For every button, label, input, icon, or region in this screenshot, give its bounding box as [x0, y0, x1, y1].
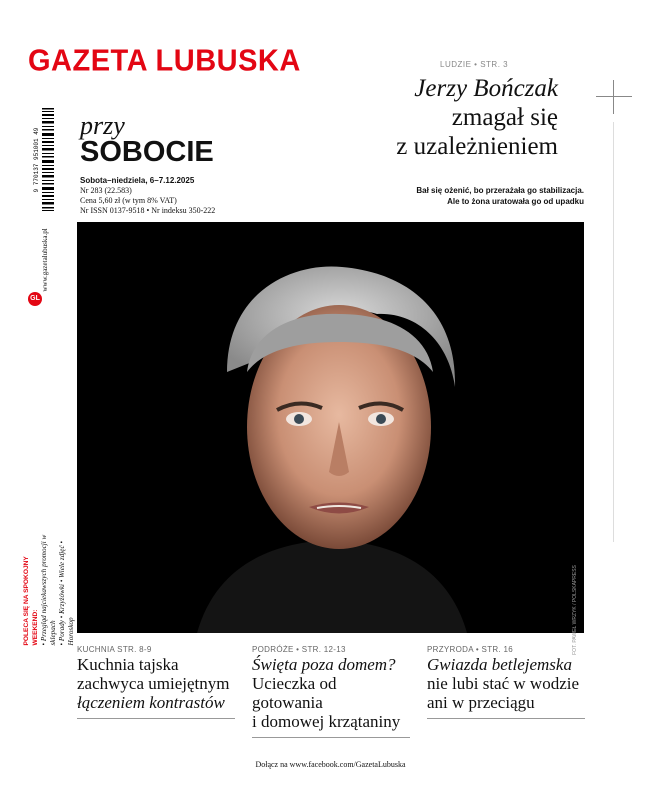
teaser-title [427, 655, 585, 712]
teaser-line: Kuchnia tajska [77, 655, 179, 674]
teaser-line: Gwiazda betlejemska [427, 655, 572, 674]
top-story-line: z uzależnieniem [396, 133, 558, 160]
teaser-line: i domowej krzątaniny [252, 712, 401, 731]
barcode-icon [32, 108, 54, 213]
photo-credit-text: FOT. PAWEŁ WRZYK / POLSKAPRESS [572, 565, 578, 655]
issue-date: Sobota–niedziela, 6–7.12.2025 [80, 176, 195, 185]
photo-credit [570, 565, 580, 655]
teaser-title [77, 655, 235, 712]
teaser-line: ani w przeciągu [427, 693, 535, 712]
side-promo-line: • Przegląd najciekawszych promocji w sklepach [40, 534, 57, 645]
teaser-line: łączeniem kontrastów [77, 693, 225, 712]
teaser-rule [252, 737, 410, 738]
issue-number: Nr 283 (22.583) [80, 186, 132, 195]
teaser-line: nie lubi stać w wodzie [427, 674, 580, 693]
top-story-name: Jerzy Bończak [414, 75, 558, 102]
teaser-section: KUCHNIA STR. 8-9 [77, 645, 152, 654]
cover-photo [77, 222, 584, 633]
issue-issn: Nr ISSN 0137-9518 • Nr indeksu 350-222 [80, 206, 216, 215]
divider [613, 122, 614, 542]
teaser-section: PODRÓŻE • STR. 12-13 [252, 645, 346, 654]
top-story-headline[interactable] [360, 74, 558, 161]
teaser-section: PRZYRODA • STR. 16 [427, 645, 513, 654]
teaser-przyroda[interactable] [427, 645, 585, 719]
gl-logo-icon: GL [28, 292, 42, 306]
top-story-lead [380, 185, 584, 207]
teaser-rule [427, 718, 585, 719]
teaser-kuchnia[interactable] [77, 645, 235, 719]
crop-mark [613, 80, 614, 114]
top-story-section: LUDZIE • STR. 3 [440, 60, 509, 69]
teaser-line: Ucieczka od gotowania [252, 674, 337, 712]
side-promo [23, 520, 75, 645]
supplement-sobocie: SOBOCIE [80, 136, 214, 168]
side-promo-heading: POLECA SIĘ NA SPOKOJNY WEEKEND: [23, 555, 39, 645]
issue-price: Cena 5,60 zł (w tym 8% VAT) [80, 196, 177, 205]
teaser-rule [77, 718, 235, 719]
masthead-logo: GAZETA LUBUSKA [28, 44, 301, 78]
issue-info [80, 176, 215, 216]
teaser-line: zachwyca umiejętnym [77, 674, 230, 693]
crop-mark [596, 96, 632, 97]
teaser-line: Święta poza domem? [252, 655, 396, 674]
top-story-lead-line: Bał się ożenić, bo przerażała go stabilizacja. [416, 186, 584, 195]
teaser-title [252, 655, 410, 731]
top-story-line: zmagał się [451, 104, 558, 131]
side-promo-line: • Porady • Krzyżówki • Wiele zdjęć • Horoskop [58, 540, 75, 645]
website-text: www.gazetalubuska.pl [41, 228, 49, 292]
top-story-lead-line: Ale to żona uratowała go od upadku [447, 197, 584, 206]
teaser-podroze[interactable] [252, 645, 410, 738]
footer-facebook-link[interactable]: Dołącz na www.facebook.com/GazetaLubuska [255, 760, 406, 769]
supplement-przy: przy [80, 111, 125, 140]
website-link[interactable] [30, 220, 60, 300]
barcode-digits: 9 770137 951001 49 [33, 127, 40, 193]
portrait-image [77, 222, 584, 633]
